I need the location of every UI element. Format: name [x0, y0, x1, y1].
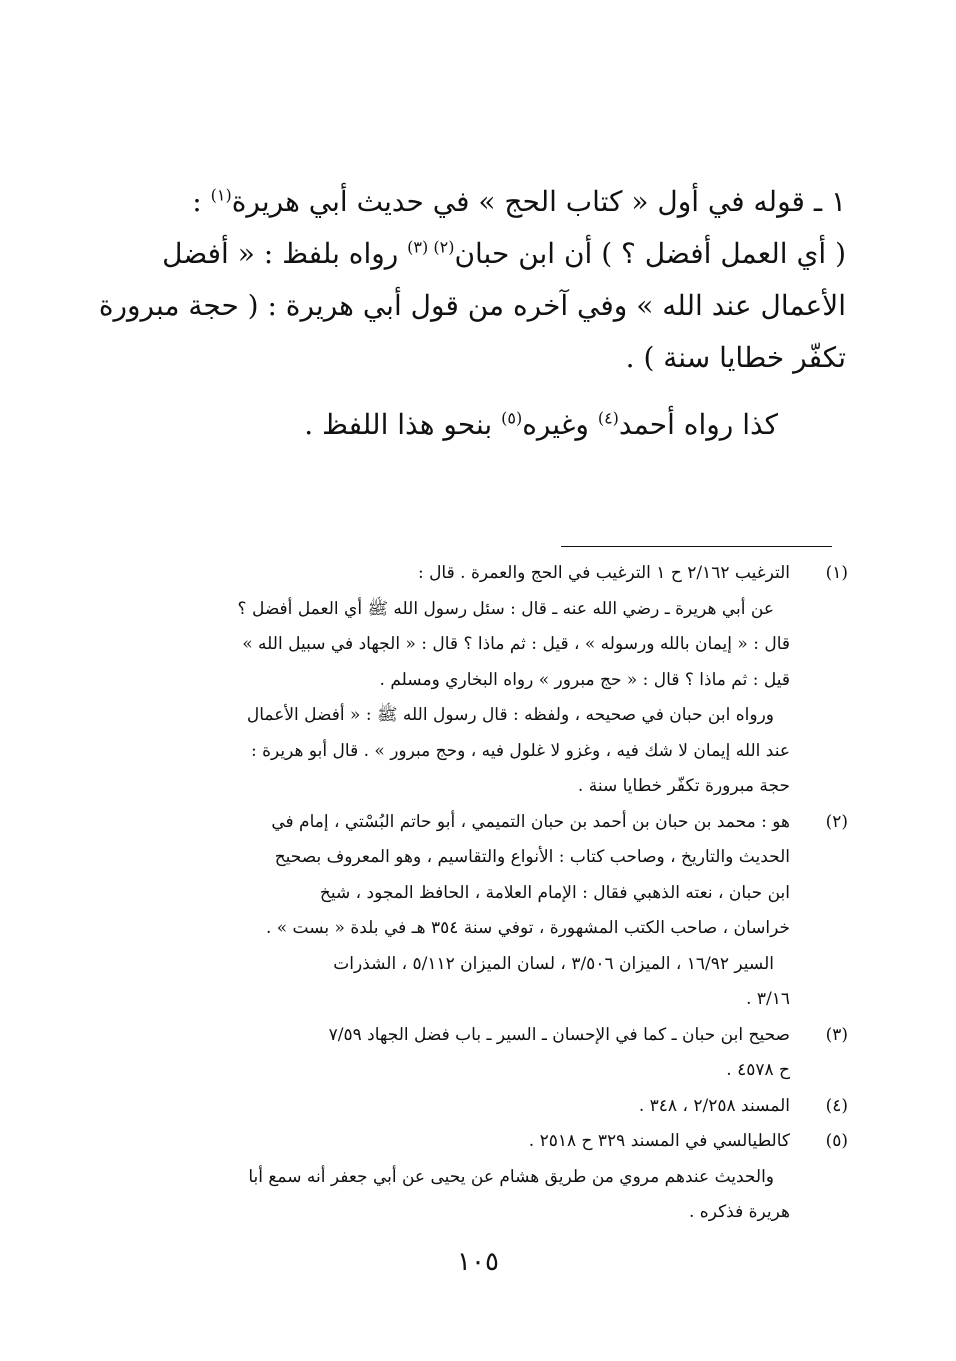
footnote-ref: (١) — [210, 185, 232, 205]
footnote-line: عن أبي هريرة ـ رضي الله عنه ـ قال : سئل رسول الله ﷺ أي العمل أفضل ؟ — [237, 598, 774, 619]
footnote-1 — [136, 556, 848, 805]
footnote-line: قيل : ثم ماذا ؟ قال : « حج مبرور » رواه البخاري ومسلم . — [379, 669, 790, 690]
footnote-line: ح ٤٥٧٨ . — [726, 1060, 790, 1080]
footnote-number: (١) — [825, 563, 848, 583]
footnote-number: (٤) — [825, 1095, 848, 1116]
footnote-line: صحيح ابن حبان ـ كما في الإحسان ـ السير ـ باب فضل الجهاد ٧/٥٩ — [328, 1024, 790, 1045]
footnote-line: كالطيالسي في المسند ٣٢٩ ح ٢٥١٨ . — [528, 1131, 790, 1151]
footnote-line: هو : محمد بن حبان بن أحمد بن حبان التميمي ، أبو حاتم البُسْتي ، إمام في — [271, 811, 790, 832]
footnote-line: خراسان ، صاحب الكتب المشهورة ، توفي سنة ٣٥٤ هـ في بلدة « بست » . — [265, 918, 790, 938]
main-line-text: ( أي العمل أفضل ؟ ) أن ابن حبان — [454, 237, 846, 270]
footnote-ref: (٣) — [407, 237, 434, 257]
footnote-5 — [136, 1124, 848, 1231]
narration-text: كذا رواه أحمد — [618, 408, 778, 441]
footnote-line: عند الله إيمان لا شك فيه ، وغزو لا غلول فيه ، وحج مبرور » . قال أبو هريرة : — [251, 740, 790, 761]
page-number: ١٠٥ — [457, 1247, 499, 1277]
footnote-line: ٣/١٦ . — [746, 989, 790, 1009]
footnote-line: قال : « إيمان بالله ورسوله » ، قيل : ثم ماذا ؟ قال : « الجهاد في سبيل الله » — [242, 634, 790, 654]
footnote-ref: (٢) — [433, 237, 455, 257]
footnote-ref: (٥) — [501, 408, 523, 428]
footnote-line: السير ١٦/٩٢ ، الميزان ٣/٥٠٦ ، لسان الميزان ٥/١١٢ ، الشذرات — [333, 953, 774, 974]
footnote-line: والحديث عندهم مروي من طريق هشام عن يحيى عن أبي جعفر أنه سمع أبا — [248, 1166, 774, 1187]
footnote-line: الحديث والتاريخ ، وصاحب كتاب : الأنواع والتقاسيم ، وهو المعروف بصحيح — [274, 847, 790, 867]
footnote-number: (٥) — [825, 1131, 848, 1151]
footnote-4 — [136, 1089, 848, 1125]
main-text — [98, 176, 846, 384]
narration-text: بنحو هذا اللفظ . — [304, 408, 502, 441]
footnote-line: هريرة فذكره . — [688, 1202, 790, 1222]
footnote-line: ابن حبان ، نعته الذهبي فقال : الإمام العلامة ، الحافظ المجود ، شيخ — [319, 882, 790, 903]
main-line — [136, 176, 846, 228]
footnote-ref: (٤) — [597, 408, 619, 428]
main-line-tail: رواه بلفظ : « أفضل — [162, 237, 408, 270]
main-line-text: ١ ـ قوله في أول « كتاب الحج » في حديث أبي هريرة — [231, 185, 846, 218]
narration-text: وغيره — [522, 408, 598, 441]
main-line-tail: : — [192, 185, 211, 218]
footnote-number: (٢) — [825, 811, 848, 832]
footnote-separator — [561, 546, 832, 547]
footnotes — [136, 556, 848, 1231]
footnote-line: المسند ٢/٢٥٨ ، ٣٤٨ . — [638, 1095, 790, 1116]
main-line: تكفّر خطايا سنة ) . — [625, 341, 846, 374]
footnote-number: (٣) — [825, 1024, 848, 1045]
footnote-2 — [136, 805, 848, 1018]
main-line: الأعمال عند الله » وفي آخره من قول أبي هريرة : ( حجة مبرورة — [98, 289, 846, 322]
footnote-line: ورواه ابن حبان في صحيحه ، ولفظه : قال رسول الله ﷺ : « أفضل الأعمال — [246, 705, 774, 725]
footnote-line: حجة مبرورة تكفّر خطايا سنة . — [577, 776, 790, 796]
footnote-3 — [136, 1018, 848, 1089]
narration-line — [136, 403, 778, 447]
main-line — [136, 228, 846, 280]
footnote-line: الترغيب ٢/١٦٢ ح ١ الترغيب في الحج والعمرة . قال : — [417, 563, 790, 583]
